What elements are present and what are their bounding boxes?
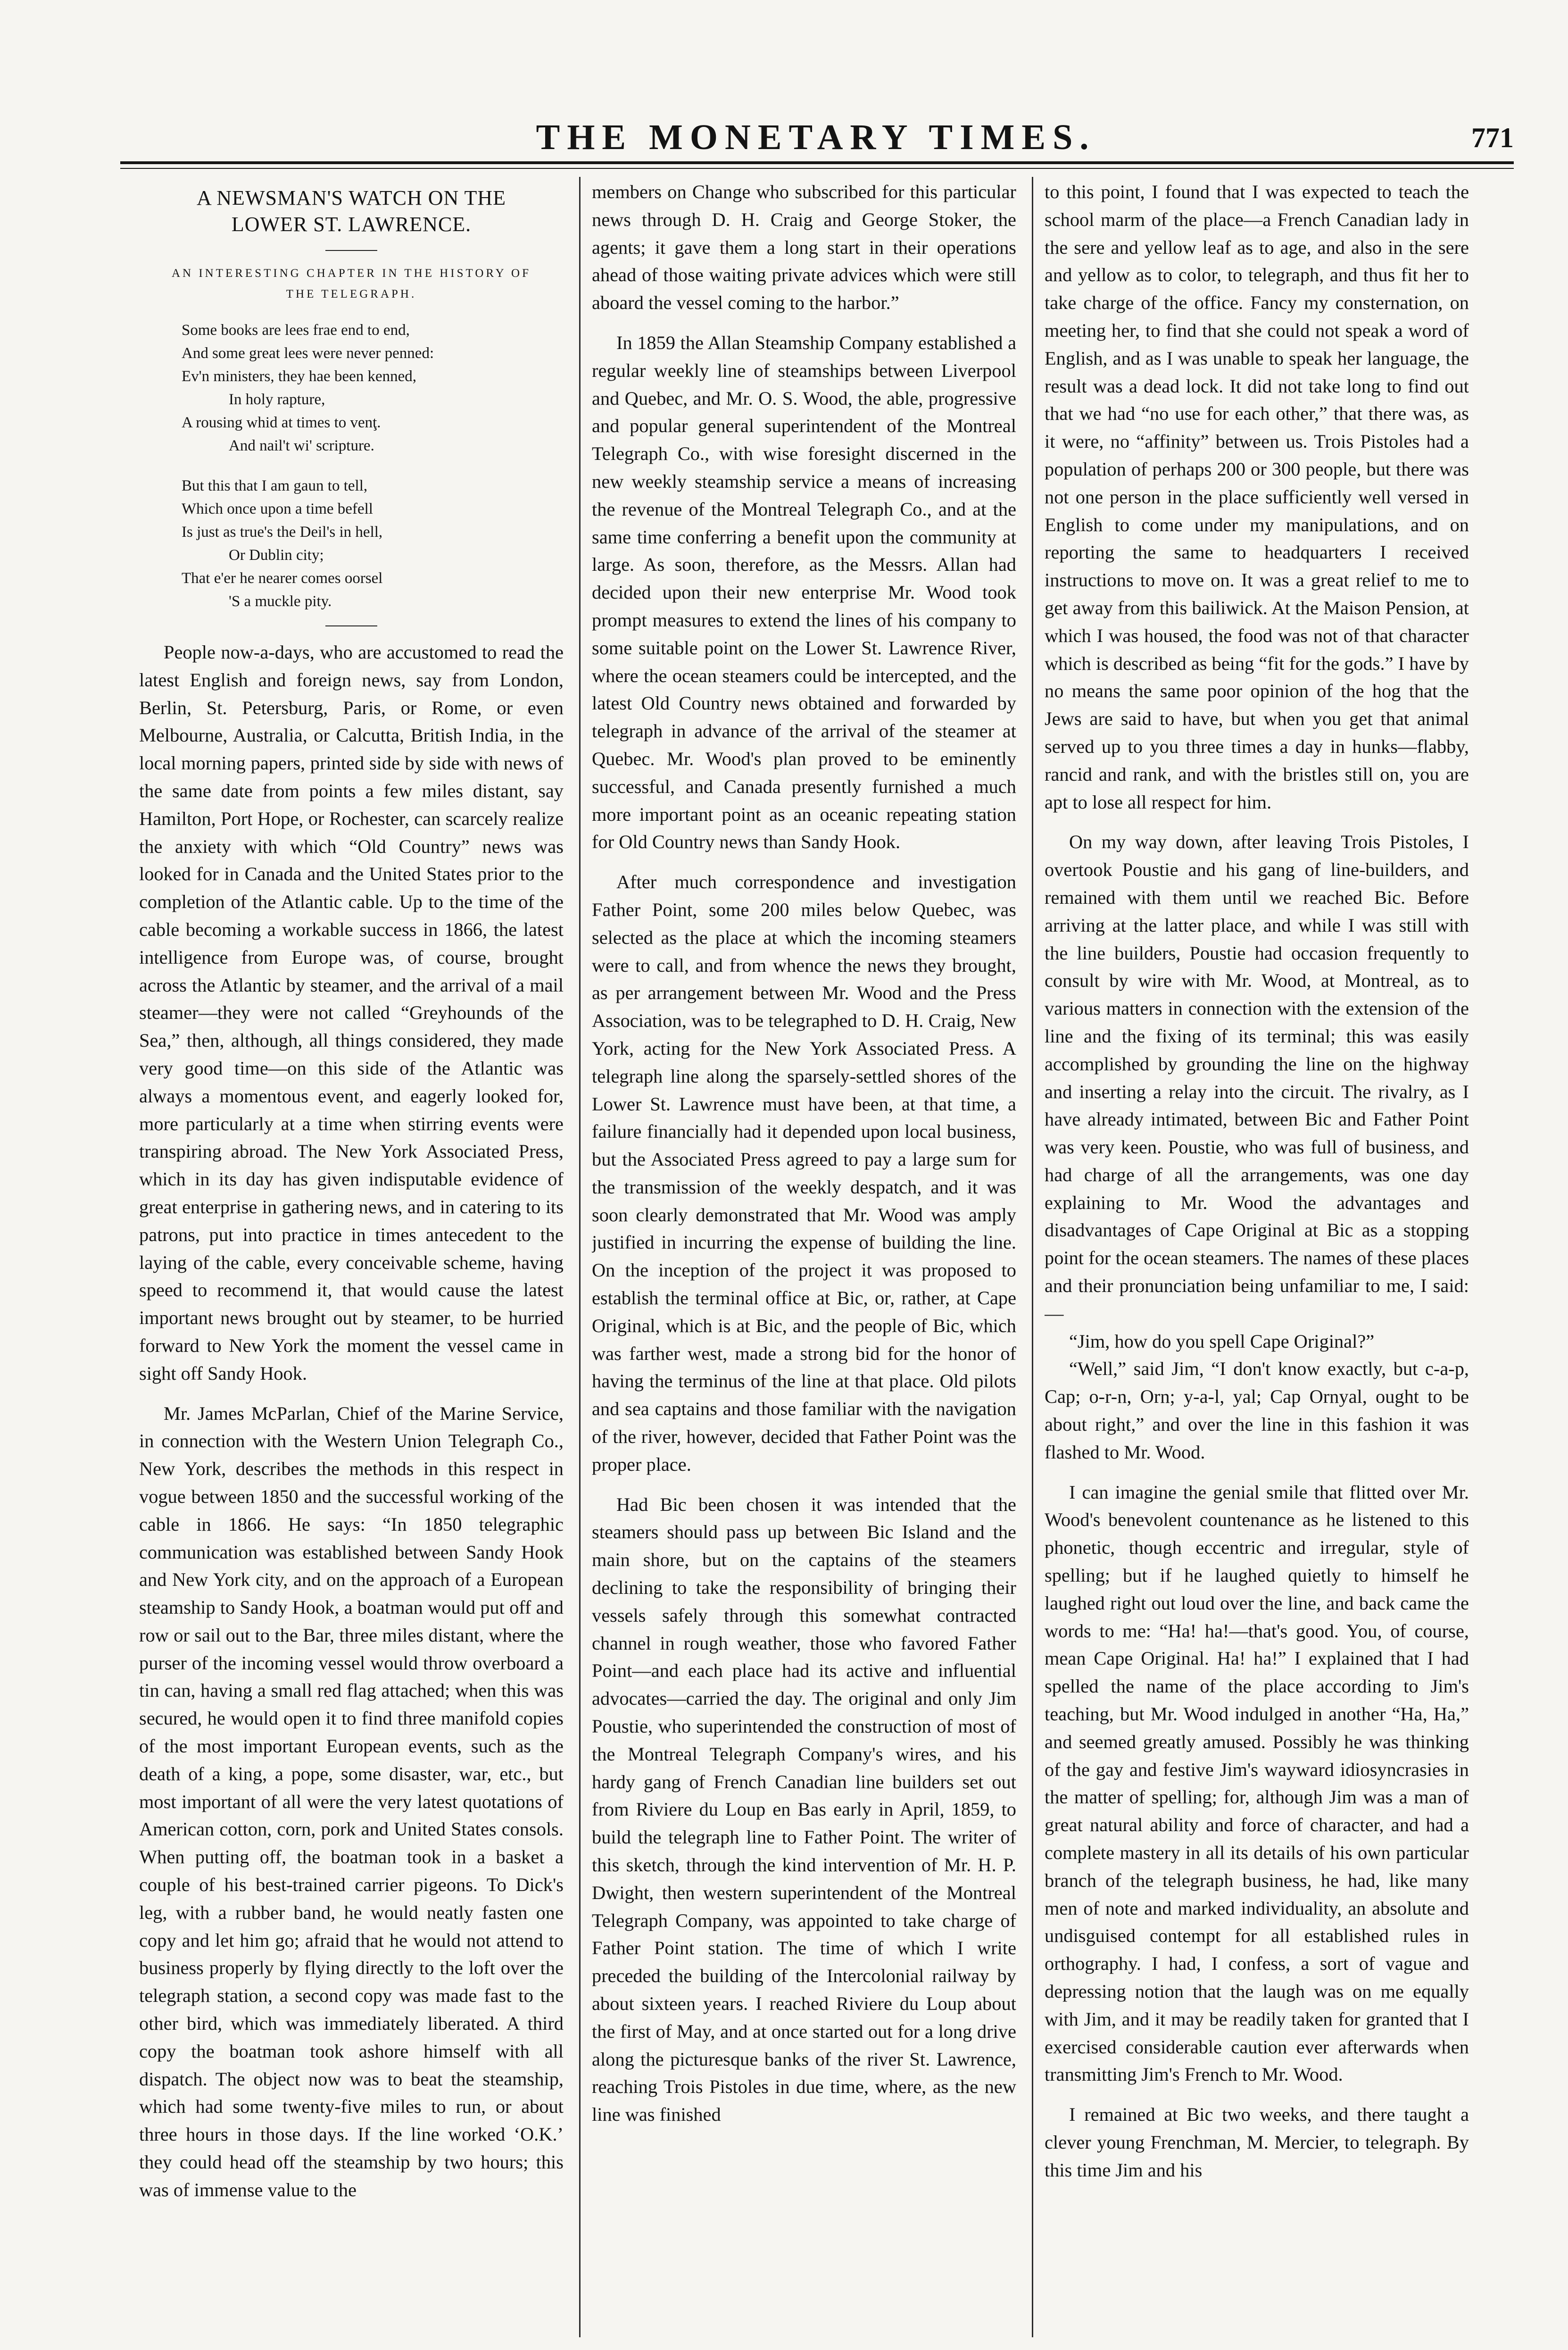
header-rule-thin	[120, 168, 1514, 169]
paragraph: Mr. James McParlan, Chief of the Marine Service, in connection with the Western Union Telegraph Co., New York, describes the methods in this respect in vogue between 1850 and the successful working of the cable in 1866. He says: “In 1850 telegraphic communication was established between Sandy Hook and New York city, and on the approach of a European steamship to Sandy Hook, a boatman would put off and row or sail out to the Bar, three miles distant, where the purser of the incoming vessel would throw overboard a tin can, having a small red flag attached; when this was secured, he would open it to find three manifold copies of the most important European events, such as the death of a king, a pope, some disaster, war, etc., but most important of all were the very latest quotations of American cotton, corn, pork and United States consols. When putting off, the boatman took in a basket a couple of his best-trained carrier pigeons. To Dick's leg, with a rubber band, he would neatly fasten one copy and let him go; afraid that he would not attend to business properly by flying directly to the loft over the telegraph station, a second copy was made fast to the other bird, which was immediately liberated. A third copy the boatman took ashore himself with all dispatch. The object now was to beat the steamship, which had some twenty-five miles to run, or about three hours in those days. If the line worked ‘O.K.’ they could head off the steamship by two hours; this was of immense value to the	[139, 1402, 564, 2200]
poem-line: And some great lees were never penned:	[182, 345, 434, 362]
poem-line: Or Dublin city;	[229, 547, 324, 564]
column-2	[592, 178, 1016, 2346]
header-rule-thick	[120, 161, 1514, 164]
poem-line: In holy rapture,	[229, 391, 325, 408]
poem-line: That e'er he nearer comes oorsel	[182, 570, 383, 587]
masthead	[113, 113, 1518, 160]
paragraph: Had Bic been chosen it was intended that the steamers should pass up between Bic Island and the main shore, but on the captains of the steamers declining to take the responsibility of bringing their vessels safely through this somewhat contracted channel in rough weather, those who favored Father Point—and each place had its active and influential advocates—carried the day. The original and only Jim Poustie, who superintended the construction of most of the Montreal Telegraph Company's wires, and his hardy gang of French Canadian line builders set out from Riviere du Loup en Bas early in April, 1859, to build the telegraph line to Father Point. The writer of this sketch, through the kind intervention of Mr. H. P. Dwight, then western superintendent of the Montreal Telegraph Company, was appointed to take charge of Father Point station. The time of which I write preceded the building of the Intercolonial railway by about sixteen years. I reached Riviere du Loup about the first of May, and at once started out for a long drive along the picturesque banks of the river St. Lawrence, reaching Trois Pistoles in due time, where, as the new line was finished	[592, 1493, 1016, 2125]
article-subtitle-line-2: THE TELEGRAPH.	[286, 288, 417, 300]
article-title	[139, 185, 564, 238]
paragraph: I remained at Bic two weeks, and there taught a clever young Frenchman, M. Mercier, to telegraph. By this time Jim and his	[1045, 2104, 1469, 2181]
column-3	[1045, 178, 1469, 2346]
paragraph: I can imagine the genial smile that flitted over Mr. Wood's benevolent countenance as he listened to this phonetic, though eccentric and irregular, style of spelling; but if he laughed quietly to himself he laughed right out loud over the line, and back came the words to me: “Ha! ha!—that's good. You, of course, mean Cape Original. Ha! ha!” I explained that I had spelled the name of the place according to Jim's teaching, but Mr. Wood indulged in another “Ha, Ha,” and seemed greatly amused. Possibly he was thinking of the gay and festive Jim's wayward idiosyncrasies in the matter of spelling; for, although Jim was a man of great natural ability and force of character, and had a complete mastery in all its details of his own particular branch of the telegraph business, he had, like many men of note and marked individuality, an absolute and undisguised contempt for all established rules in orthography. I had, I confess, a sort of vague and depressing notion that the laugh was on me equally with Jim, and it may be readily taken for granted that I exercised considerable caution ever afterwards when transmitting Jim's French to Mr. Wood.	[1045, 1481, 1469, 2085]
paragraph: “Well,” said Jim, “I don't know exactly, but c-a-p, Cap; o-r-n, Orn; y-a-l, yal; Cap Ornyal, ought to be about right,” and over the line in this fashion it was flashed to Mr. Wood.	[1045, 1358, 1469, 1463]
paragraph: to this point, I found that I was expected to teach the school marm of the place—a French Canadian lady in the sere and yellow leaf as to age, and also in the sere and yellow as to color, to telegraph, and thus fit her to take charge of the office. Fancy my consternation, on meeting her, to find that she could not speak a word of English, and as I was unable to speak her language, the result was a dead lock. It did not take long to find out that we had “no use for each other,” that there was, as it were, no “affinity” between us. Trois Pistoles had a population of perhaps 200 or 300 people, but there was not one person in the place sufficiently well versed in English to come under my manipulations, and on reporting the same to headquarters I received instructions to move on. It was a great relief to me to get away from this bailiwick. At the Maison Pension, at which I was housed, the food was not of that character which is described as being “fit for the gods.” I have by no means the same poor opinion of the hog that the Jews are said to have, but when you get that animal served up to you three times a day in hunks—flabby, rancid and rank, and with the bristles still on, you are apt to lose all respect for him.	[1045, 181, 1469, 813]
poem-line: But this that I am gaun to tell,	[182, 477, 368, 494]
poem-line: A rousing whid at times to venţ.	[182, 414, 381, 431]
article-subtitle-line-1: AN INTERESTING CHAPTER IN THE HISTORY OF	[171, 267, 531, 280]
poem-line: 'S a muckle pity.	[229, 593, 332, 610]
column-divider-2	[1032, 177, 1033, 2337]
paragraph: On my way down, after leaving Trois Pistoles, I overtook Poustie and his gang of line-builders, and remained with them until we reached Bic. Before arriving at the latter place, and while I was still with the line builders, Poustie had occasion frequently to consult by wire with Mr. Wood, at Montreal, as to various matters in connection with the extension of the line and the fixing of its terminal; this was easily accomplished by grounding the line on the highway and inserting a relay into the circuit. The rivalry, as I have already intimated, between Bic and Father Point was very keen. Poustie, who was full of business, and had charge of all the arrangements, was one day explaining to Mr. Wood the advantages and disadvantages of Cape Original at Bic as a stopping point for the ocean steamers. The names of these places and their pronunciation being unfamiliar to me, I said:—	[1045, 831, 1469, 1324]
paragraph: “Jim, how do you spell Cape Original?”	[1069, 1330, 1375, 1352]
page-number: 771	[1471, 122, 1514, 153]
article-subtitle	[139, 263, 564, 305]
poem-line: Which once upon a time befell	[182, 500, 373, 517]
poem-line: Some books are lees frae end to end,	[182, 322, 410, 339]
column-divider-1	[579, 177, 581, 2337]
poem-rule	[325, 625, 377, 626]
poem-line: And nail't wi' scripture.	[229, 437, 374, 454]
paragraph: In 1859 the Allan Steamship Company established a regular weekly line of steamships between Liverpool and Quebec, and Mr. O. S. Wood, the able, progressive and popular general superintendent of the Montreal Telegraph Co., with wise foresight discerned in the new weekly steamship service a means of increasing the revenue of the Montreal Telegraph Co., and at the same time conferring a benefit upon the community at large. As soon, therefore, as the Messrs. Allan had decided upon their new enterprise Mr. Wood took prompt measures to extend the lines of his company to some suitable point on the Lower St. Lawrence River, where the ocean steamers could be intercepted, and the latest Old Country news obtained and forwarded by telegraph in advance of the arrival of the steamer at Quebec. Mr. Wood's plan proved to be eminently successful, and Canada presently furnished a much more important point as an oceanic repeating station for Old Country news than Sandy Hook.	[592, 332, 1016, 853]
article-title-line-1: A NEWSMAN'S WATCH ON THE	[196, 186, 506, 209]
column-1	[139, 178, 564, 2346]
publication-title: THE MONETARY TIMES.	[536, 117, 1096, 157]
paragraph: members on Change who subscribed for this particular news through D. H. Craig and George Stoker, the agents; it gave them a long start in their operations ahead of those waiting private advices which were still aboard the vessel coming to the harbor.”	[592, 181, 1016, 314]
epigraph-poem	[139, 319, 564, 613]
paragraph: People now-a-days, who are accustomed to read the latest English and foreign news, say from London, Berlin, St. Petersburg, Paris, or Rome, or even Melbourne, Australia, or Calcutta, British India, in the local morning papers, printed side by side with news of the same date from points a few miles distant, say Hamilton, Port Hope, or Rochester, can scarcely realize the anxiety with which “Old Country” news was looked for in Canada and the United States prior to the completion of the Atlantic cable. Up to the time of the cable becoming a workable success in 1866, the latest intelligence from Europe was, of course, brought across the Atlantic by steamer, and the arrival of a mail steamer—they were not called “Greyhounds of the Sea,” then, although, all things considered, they made very good time—on this side of the Atlantic was always a momentous event, and eagerly looked for, more particularly at a time when stirring events were transpiring abroad. The New York Associated Press, which in its day has given indisputable evidence of great enterprise in gathering news, and in catering to its patrons, put into practice in times antecedent to the laying of the cable, every conceivable scheme, having speed to recommend it, that would cause the latest important news brought out by steamer, to be hurried forward to New York the moment the vessel came in sight off Sandy Hook.	[139, 642, 564, 1384]
paragraph: After much correspondence and investigation Father Point, some 200 miles below Quebec, was selected as the place at which the incoming steamers were to call, and from whence the news they brought, as per arrangement between Mr. Wood and the Press Association, was to be telegraphed to D. H. Craig, New York, acting for the New York Associated Press. A telegraph line along the sparsely-settled shores of the Lower St. Lawrence must have been, at that time, a failure financially had it depended upon local business, but the Associated Press agreed to pay a large sum for the transmission of the weekly despatch, and it was soon clearly demonstrated that Mr. Wood was amply justified in incurring the expense of building the line. On the inception of the project it was proposed to establish the terminal office at Bic, or, rather, at Cape Original, which is at Bic, and the people of Bic, which was farther west, made a strong bid for the honor of having the terminus of the line at that place. Old pilots and sea captains and those familiar with the navigation of the river, however, decided that Father Point was the proper place.	[592, 871, 1016, 1475]
poem-line: Ev'n ministers, they hae been kenned,	[182, 368, 417, 385]
poem-line: Is just as true's the Deil's in hell,	[182, 524, 383, 541]
article-title-line-2: LOWER ST. LAWRENCE.	[231, 213, 472, 236]
title-rule	[325, 250, 377, 251]
